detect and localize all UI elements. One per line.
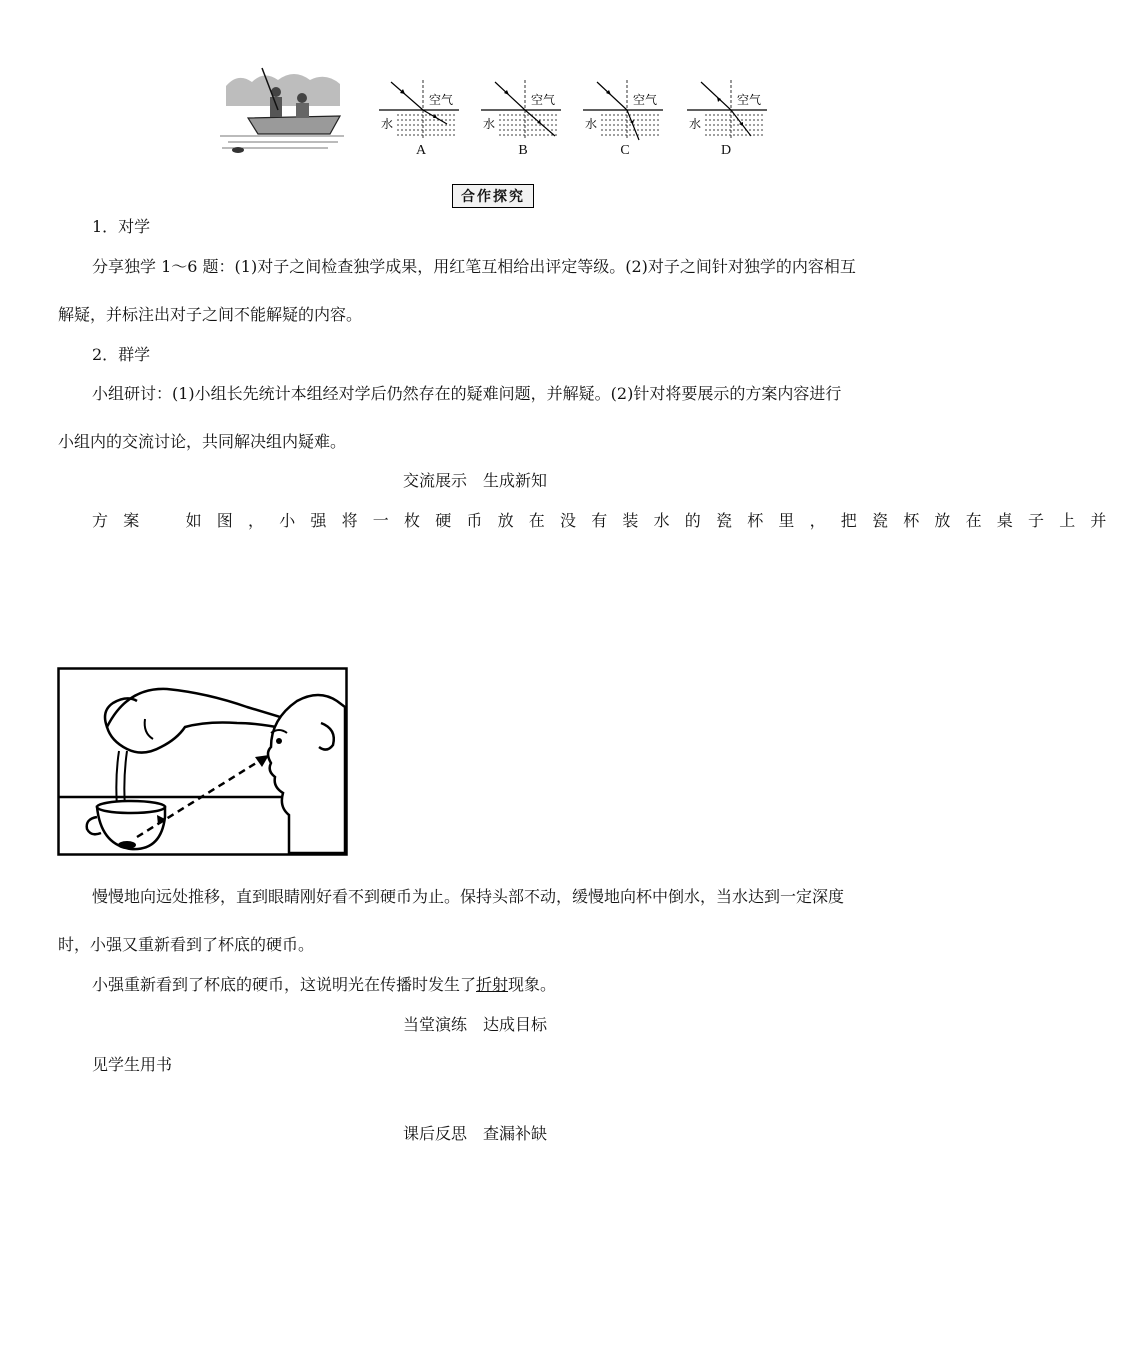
- continuation-line1: 慢慢地向远处推移，直到眼睛刚好看不到硬币为止。保持头部不动，缓慢地向杯中倒水，当水达到一定深度: [92, 887, 845, 906]
- coin-cup-experiment-illustration: [57, 667, 348, 856]
- water-label: 水: [585, 117, 598, 131]
- fisherman-boat-illustration: [218, 66, 346, 158]
- air-label: 空气: [737, 93, 762, 107]
- show-title: 交流展示 生成新知: [402, 471, 547, 490]
- option-label-b: B: [518, 143, 528, 158]
- section2-text-line1: 小组研讨：(1)小组长先统计本组经对学后仍然存在的疑难问题，并解疑。(2)针对将要展示的方案内容进行: [92, 384, 842, 403]
- air-label: 空气: [531, 93, 556, 107]
- refraction-diagram-b: [481, 80, 561, 142]
- conclusion-answer: 折射: [476, 975, 509, 994]
- conclusion-before: 小强重新看到了杯底的硬币，这说明光在传播时发生了: [92, 975, 477, 994]
- water-label: 水: [483, 117, 496, 131]
- continuation-line2: 时，小强又重新看到了杯底的硬币。: [58, 935, 315, 954]
- section2-heading: 2．群学: [92, 345, 151, 364]
- option-label-a: A: [415, 143, 427, 158]
- refraction-diagram-d: [687, 80, 767, 142]
- practice-text: 见学生用书: [92, 1055, 173, 1074]
- section2-text-line2: 小组内的交流讨论，共同解决组内疑难。: [58, 432, 347, 451]
- section1-heading: 1．对学: [92, 217, 151, 236]
- water-label: 水: [381, 117, 394, 131]
- air-label: 空气: [429, 93, 454, 107]
- conclusion-sentence: [92, 975, 556, 995]
- section-banner: 合作探究: [452, 184, 534, 208]
- water-label: 水: [689, 117, 702, 131]
- conclusion-after: 现象。: [508, 975, 557, 994]
- refraction-diagram-c: [583, 80, 663, 142]
- practice-title: 当堂演练 达成目标: [402, 1015, 547, 1034]
- plan-line: 方案 如图，小强将一枚硬币放在没有装水的瓷杯里，把瓷杯放在桌子上并: [92, 511, 1122, 530]
- option-label-d: D: [720, 143, 732, 158]
- air-label: 空气: [633, 93, 658, 107]
- reflect-title: 课后反思 查漏补缺: [402, 1124, 547, 1143]
- section1-text-line1: 分享独学 1～6 题：(1)对子之间检查独学成果，用红笔互相给出评定等级。(2)对子之间针对独学的内容相互: [92, 257, 856, 276]
- option-label-c: C: [620, 143, 630, 158]
- section1-text-line2: 解疑，并标注出对子之间不能解疑的内容。: [58, 305, 363, 324]
- refraction-diagram-a: [379, 80, 459, 142]
